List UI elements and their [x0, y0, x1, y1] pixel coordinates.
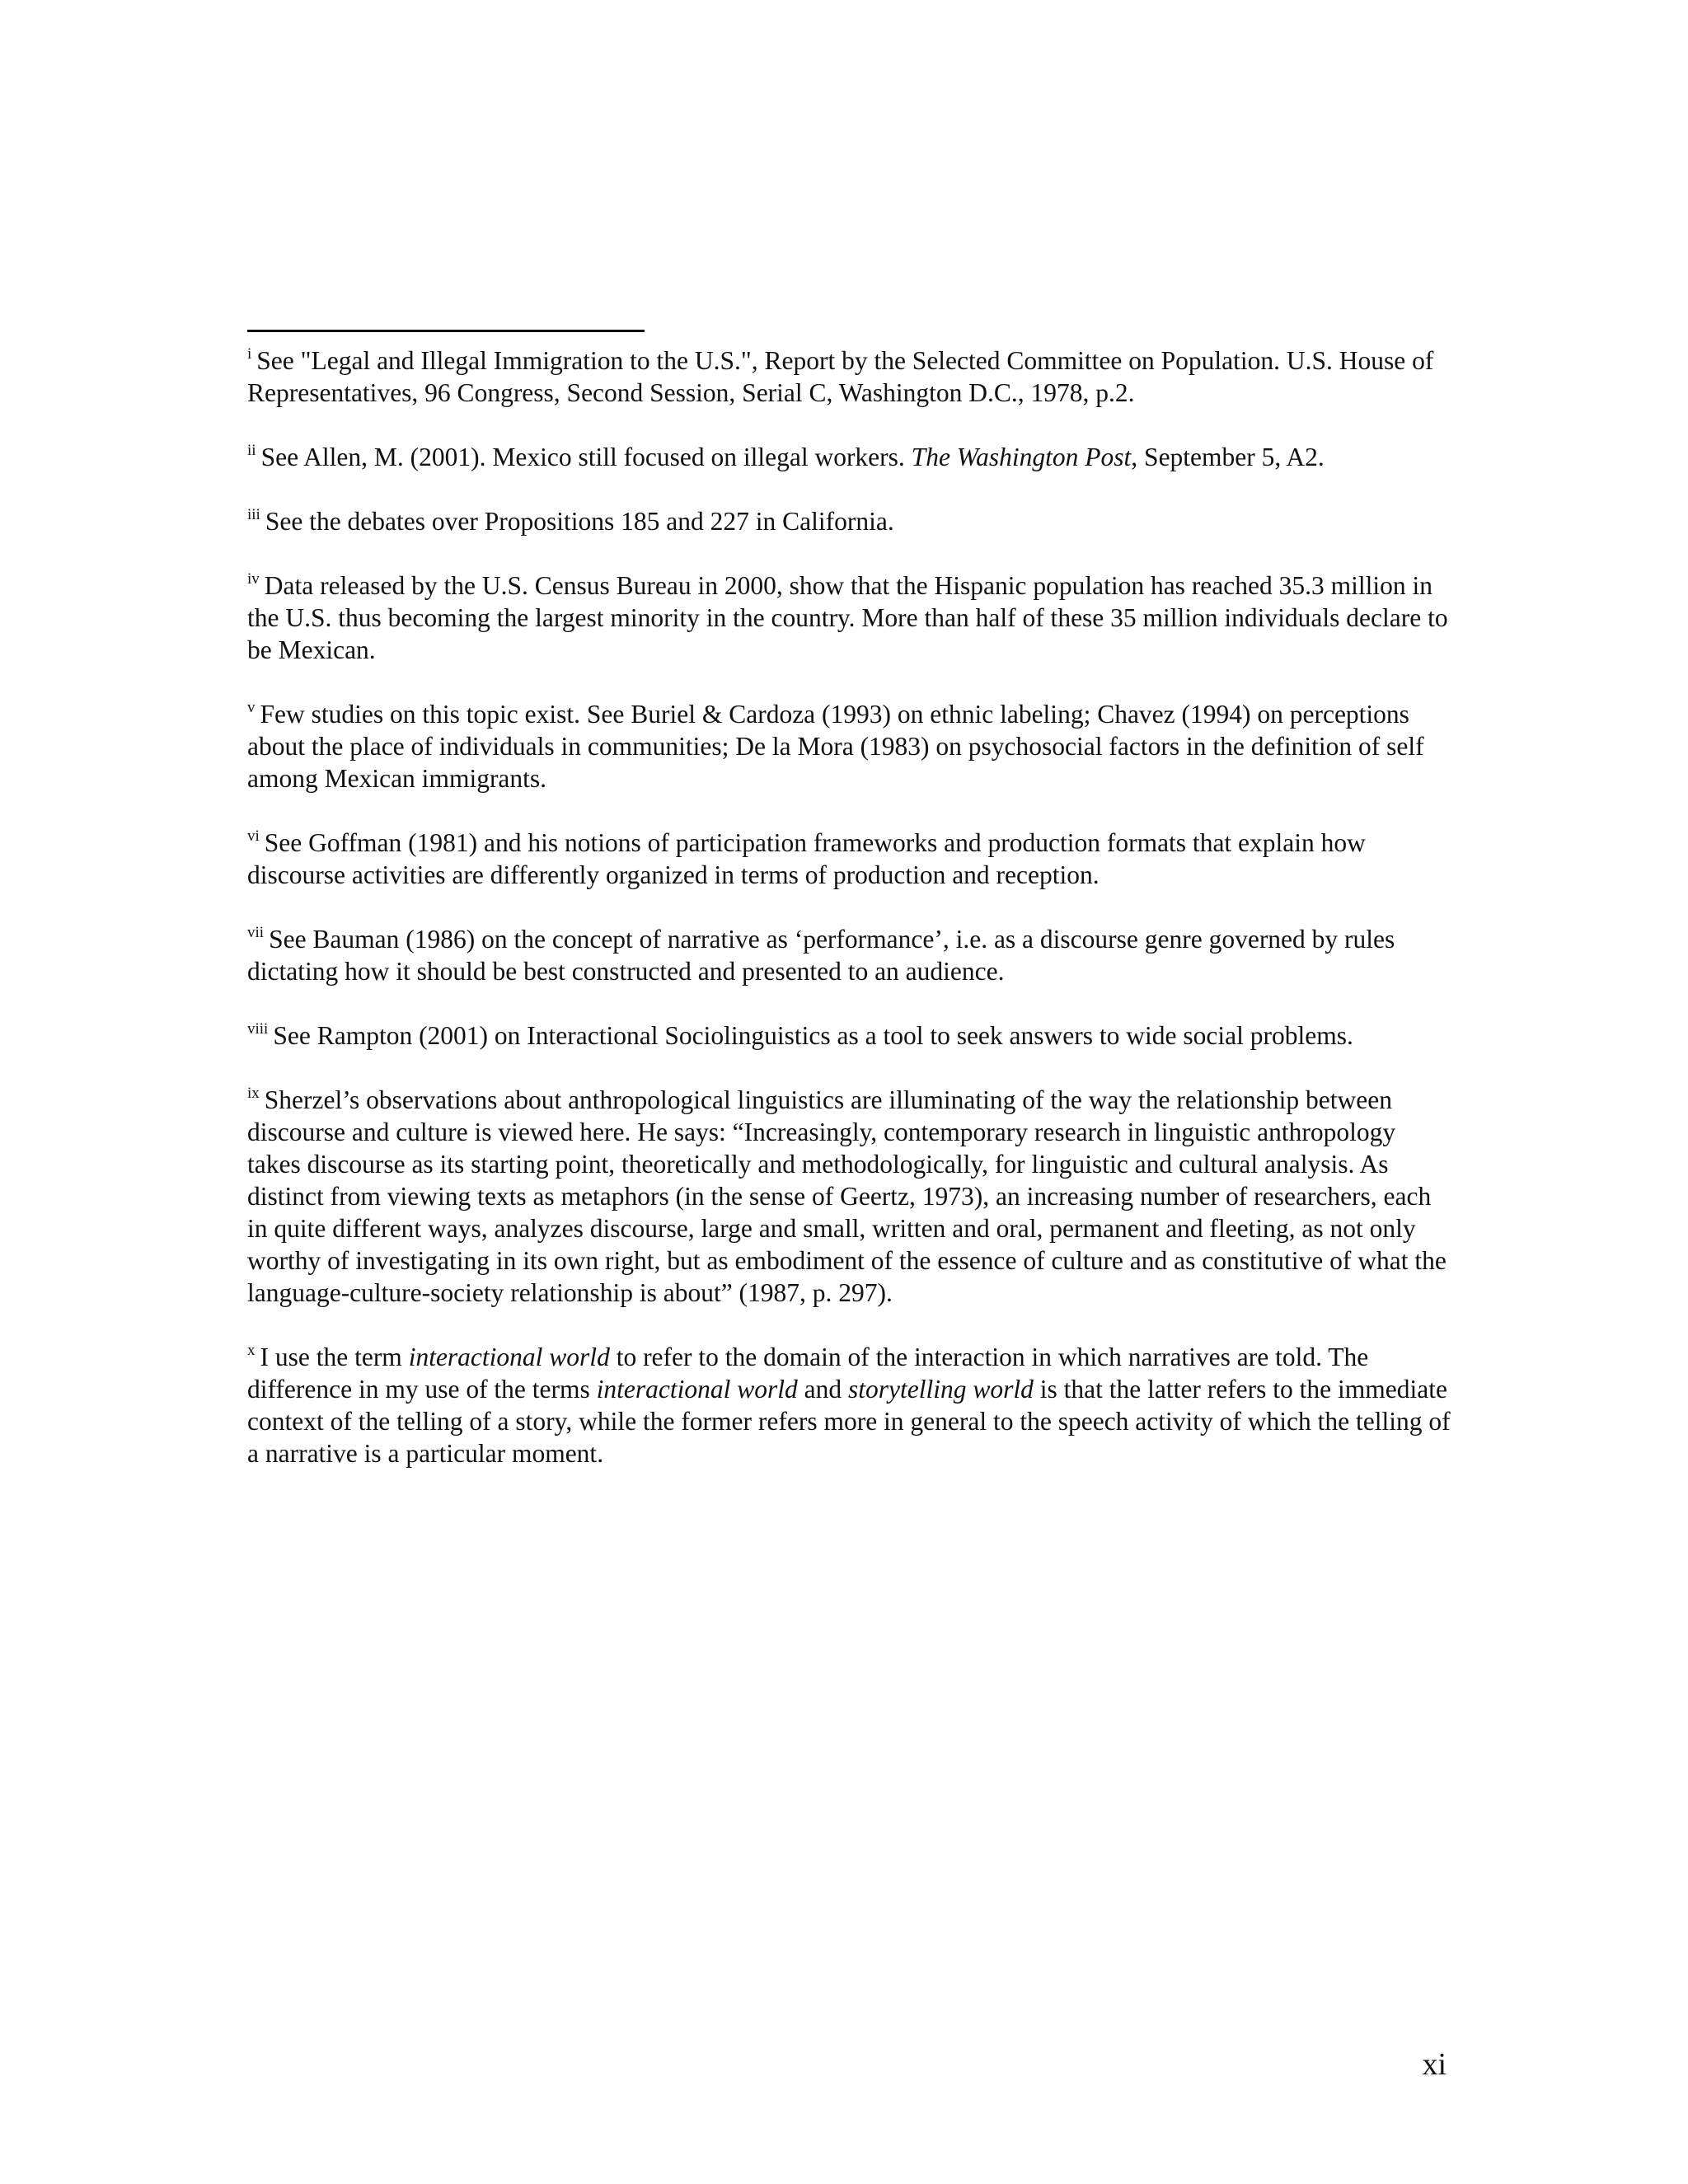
footnote-iv — [247, 569, 1451, 666]
footnote-text: and — [797, 1375, 849, 1404]
footnote-text: See Allen, M. (2001). Mexico still focused on illegal workers. — [260, 443, 912, 471]
footnote-marker: iii — [247, 505, 260, 523]
footnote-marker: ii — [247, 441, 256, 459]
footnote-marker: iv — [247, 569, 260, 588]
footnote-iii — [247, 505, 1451, 537]
footnote-text: Data released by the U.S. Census Bureau in 2000, show that the Hispanic population has reached 35.3 million in the U.S. thus becoming the largest minority in the country. More than half of these 35 million individuals declare to be Mexican. — [247, 571, 1448, 664]
footnote-marker: x — [247, 1341, 256, 1359]
footnote-marker: viii — [247, 1019, 269, 1038]
footnote-text: , September 5, A2. — [1131, 443, 1325, 471]
footnote-text: is that the latter refers to the immediate context of the telling of a story, while the former refers more in general to the speech activity of which the telling of a narrative is a particular moment. — [247, 1375, 1451, 1468]
footnote-text: See Goffman (1981) and his notions of participation frameworks and production formats that explain how discourse activities are differently organized in terms of production and reception. — [247, 828, 1366, 889]
footnote-italic-term: interactional world — [408, 1343, 610, 1371]
footnote-text: Few studies on this topic exist. See Buriel & Cardoza (1993) on ethnic labeling; Chavez (1994) on perceptions about the place of individuals in communities; De la Mora (1983) on psychosocial factors in the definition of self among Mexican immigrants. — [247, 700, 1424, 793]
footnote-vii — [247, 923, 1451, 987]
footnote-text: See "Legal and Illegal Immigration to the U.S.", Report by the Selected Committee on Population. U.S. House of Representatives, 96 Congress, Second Session, Serial C, Washington D.C., 1978, p.2. — [247, 346, 1434, 407]
footnote-vi — [247, 827, 1451, 891]
footnote-i — [247, 344, 1451, 409]
footnote-text: See Bauman (1986) on the concept of narrative as ‘performance’, i.e. as a discourse genre governed by rules dictating how it should be best constructed and presented to an audience. — [247, 925, 1395, 986]
page-number: xi — [1422, 2047, 1447, 2082]
footnote-v — [247, 698, 1451, 794]
footnote-marker: v — [247, 698, 256, 716]
footnote-marker: i — [247, 344, 252, 363]
footnote-ii — [247, 441, 1451, 473]
footnote-italic-term: storytelling world — [848, 1375, 1034, 1404]
footnote-text: I use the term — [260, 1343, 409, 1371]
footnotes-list — [247, 344, 1451, 1502]
footnote-text: See Rampton (2001) on Interactional Sociolinguistics as a tool to seek answers to wide social problems. — [273, 1021, 1353, 1050]
footnote-text: to refer to the domain of the interaction in which narratives are told. The difference in my use of the terms — [247, 1343, 1369, 1404]
footnote-separator-rule — [247, 330, 645, 332]
footnote-viii — [247, 1019, 1451, 1052]
footnote-ix — [247, 1084, 1451, 1309]
footnote-italic-term: interactional world — [596, 1375, 798, 1404]
footnote-marker: ix — [247, 1084, 260, 1102]
footnote-italic-title: The Washington Post — [911, 443, 1132, 471]
footnote-text: Sherzel’s observations about anthropological linguistics are illuminating of the way the relationship between discourse and culture is viewed here. He says: “Increasingly, contemporary research in linguistic anthropology takes discourse as its starting point, theoretically and methodologically, for linguistic and cultural analysis. As distinct from viewing texts as metaphors (in the sense of Geertz, 1973), an increasing number of researchers, each in quite different ways, analyzes discourse, large and small, written and oral, permanent and fleeting, as not only worthy of investigating in its own right, but as embodiment of the essence of culture and as constitutive of what the language-culture-society relationship is about” (1987, p. 297). — [247, 1085, 1447, 1307]
footnote-marker: vii — [247, 923, 265, 941]
footnote-x — [247, 1341, 1451, 1469]
footnote-text: See the debates over Propositions 185 and 227 in California. — [265, 507, 894, 536]
footnote-marker: vi — [247, 827, 260, 845]
